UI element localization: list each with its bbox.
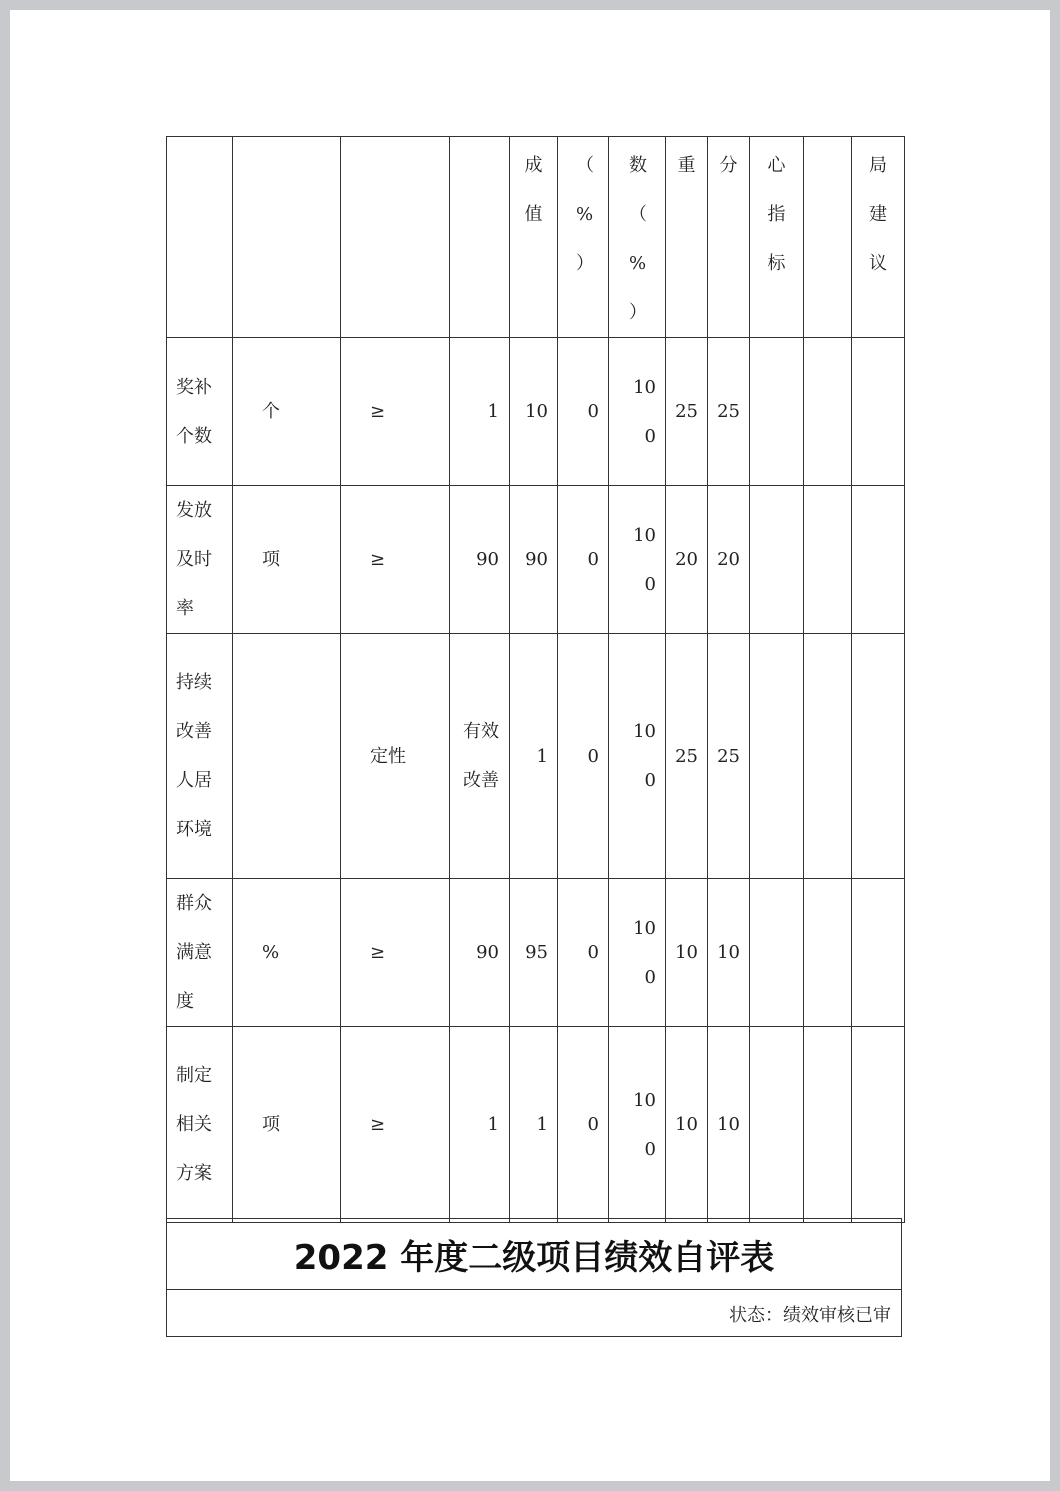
- target-cell: 1: [450, 1027, 510, 1223]
- target-cell: 90: [450, 879, 510, 1027]
- empty-cell: [852, 486, 905, 634]
- table-row: [167, 634, 905, 879]
- empty-cell: [804, 338, 852, 486]
- table-row: [167, 879, 905, 1027]
- performance-table: [166, 136, 905, 1223]
- empty-cell: [852, 634, 905, 879]
- empty-cell: [750, 1027, 804, 1223]
- operator-cell: ≥: [341, 1027, 450, 1223]
- header-cell: 成值: [510, 137, 558, 338]
- operator-cell: 定性: [341, 634, 450, 879]
- empty-cell: [750, 879, 804, 1027]
- ratio-cell: 100: [609, 1027, 666, 1223]
- operator-cell: ≥: [341, 486, 450, 634]
- table-row: [167, 338, 905, 486]
- header-cell: 分: [708, 137, 750, 338]
- title-box: [166, 1218, 902, 1337]
- document-page: [10, 10, 1050, 1481]
- ratio-cell: 100: [609, 486, 666, 634]
- empty-cell: [852, 338, 905, 486]
- unit-cell: %: [233, 879, 341, 1027]
- empty-cell: [750, 486, 804, 634]
- actual-cell: 10: [510, 338, 558, 486]
- empty-cell: [750, 338, 804, 486]
- score-cell: 20: [708, 486, 750, 634]
- weight-cell: 20: [666, 486, 708, 634]
- status-text: 状态：绩效审核已审: [729, 1305, 891, 1326]
- target-cell: 有效改善: [450, 634, 510, 879]
- table-header-row: [167, 137, 905, 338]
- unit-cell: 项: [233, 486, 341, 634]
- target-cell: 1: [450, 338, 510, 486]
- weight-cell: 10: [666, 1027, 708, 1223]
- indicator-cell: 制定相关方案: [167, 1027, 233, 1223]
- actual-cell: 90: [510, 486, 558, 634]
- actual-cell: 1: [510, 1027, 558, 1223]
- empty-cell: [750, 634, 804, 879]
- score-cell: 25: [708, 634, 750, 879]
- unit-cell: 项: [233, 1027, 341, 1223]
- header-cell: [804, 137, 852, 338]
- weight-cell: 25: [666, 338, 708, 486]
- indicator-cell: 持续改善人居环境: [167, 634, 233, 879]
- unit-cell: 个: [233, 338, 341, 486]
- indicator-cell: 奖补个数: [167, 338, 233, 486]
- deviation-cell: 0: [558, 1027, 609, 1223]
- ratio-cell: 100: [609, 338, 666, 486]
- empty-cell: [804, 879, 852, 1027]
- indicator-cell: 群众满意度: [167, 879, 233, 1027]
- score-cell: 10: [708, 1027, 750, 1223]
- header-cell: 重: [666, 137, 708, 338]
- target-cell: 90: [450, 486, 510, 634]
- form-title: 2022 年度二级项目绩效自评表: [167, 1219, 901, 1290]
- header-cell: （%）: [558, 137, 609, 338]
- deviation-cell: 0: [558, 338, 609, 486]
- empty-cell: [804, 486, 852, 634]
- header-cell: [233, 137, 341, 338]
- empty-cell: [804, 1027, 852, 1223]
- empty-cell: [852, 1027, 905, 1223]
- operator-cell: ≥: [341, 338, 450, 486]
- header-cell: 心指标: [750, 137, 804, 338]
- score-cell: 10: [708, 879, 750, 1027]
- weight-cell: 25: [666, 634, 708, 879]
- table-row: [167, 1027, 905, 1223]
- deviation-cell: 0: [558, 486, 609, 634]
- empty-cell: [804, 634, 852, 879]
- ratio-cell: 100: [609, 634, 666, 879]
- header-cell: [450, 137, 510, 338]
- header-cell: 局建议: [852, 137, 905, 338]
- indicator-cell: 发放及时率: [167, 486, 233, 634]
- ratio-cell: 100: [609, 879, 666, 1027]
- weight-cell: 10: [666, 879, 708, 1027]
- header-cell: [341, 137, 450, 338]
- operator-cell: ≥: [341, 879, 450, 1027]
- header-cell: 数（%）: [609, 137, 666, 338]
- header-cell: [167, 137, 233, 338]
- table-row: [167, 486, 905, 634]
- score-cell: 25: [708, 338, 750, 486]
- deviation-cell: 0: [558, 634, 609, 879]
- deviation-cell: 0: [558, 879, 609, 1027]
- unit-cell: [233, 634, 341, 879]
- actual-cell: 95: [510, 879, 558, 1027]
- actual-cell: 1: [510, 634, 558, 879]
- empty-cell: [852, 879, 905, 1027]
